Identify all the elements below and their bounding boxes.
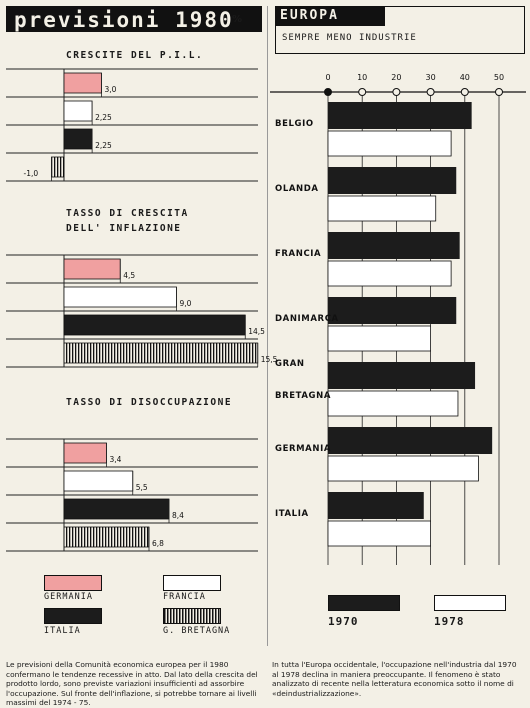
europe-tick-label-30: 30 bbox=[425, 73, 436, 82]
bar-1970-danimarca bbox=[328, 297, 456, 324]
legend-swatch-1978 bbox=[434, 595, 506, 611]
bar-1970-olanda bbox=[328, 167, 456, 194]
europe-tick-label-50: 50 bbox=[493, 73, 505, 82]
data-label-1-italia: 14,5 bbox=[248, 327, 265, 336]
data-label-2-italia: 8,4 bbox=[172, 511, 184, 520]
data-label-1-germania: 4,5 bbox=[123, 271, 136, 280]
bar-1-gbretagna bbox=[64, 343, 258, 363]
legend-label-italia: ITALIA bbox=[44, 626, 81, 636]
country-label-italia: ITALIA bbox=[275, 509, 309, 519]
legend-swatch-1970 bbox=[328, 595, 400, 611]
data-label-2-germania: 3,4 bbox=[109, 455, 122, 464]
legend-swatch-germania bbox=[44, 575, 102, 591]
data-label-1-gbretagna: 15,5 bbox=[260, 355, 278, 364]
europe-industry-chart bbox=[270, 60, 528, 580]
bar-1-francia bbox=[64, 287, 177, 307]
data-label-1-francia: 9,0 bbox=[179, 299, 192, 308]
legend-label-1978: 1978 bbox=[434, 615, 465, 628]
data-label-2-francia: 5,5 bbox=[135, 483, 148, 492]
europe-tick-label-20: 20 bbox=[391, 73, 402, 82]
data-label-2-gbretagna: 6,8 bbox=[152, 539, 164, 548]
europe-tick-label-40: 40 bbox=[459, 73, 470, 82]
bar-1978-olanda bbox=[328, 196, 436, 221]
page-title: previsioni 1980 bbox=[14, 8, 234, 32]
bar-2-germania bbox=[64, 443, 107, 463]
europe-subtitle: SEMPRE MENO INDUSTRIE bbox=[282, 33, 417, 43]
country-label-francia: FRANCIA bbox=[275, 249, 322, 259]
europe-tick-marker-0 bbox=[325, 89, 332, 96]
europe-tick-marker-50 bbox=[496, 89, 503, 96]
europe-tick-marker-40 bbox=[461, 89, 468, 96]
bar-1978-danimarca bbox=[328, 326, 431, 351]
country-label-gran-bretagna-line2: BRETAGNA bbox=[275, 391, 332, 401]
europe-title: EUROPA bbox=[280, 8, 339, 23]
europe-tick-marker-10 bbox=[359, 89, 366, 96]
section-inflation-title-1: TASSO DI CRESCITA bbox=[66, 208, 189, 219]
legend-swatch-gbretagna bbox=[163, 608, 221, 624]
left-bar-charts bbox=[0, 0, 278, 560]
europe-tick-marker-20 bbox=[393, 89, 400, 96]
bar-2-gbretagna bbox=[64, 527, 149, 547]
country-label-germania: GERMANIA bbox=[275, 444, 332, 454]
bar-0-italia bbox=[64, 129, 92, 149]
bar-1978-francia bbox=[328, 261, 451, 286]
bar-1970-gran-bretagna bbox=[328, 362, 475, 389]
unit-label: % bbox=[232, 14, 243, 25]
section-inflation-title-2: DELL' INFLAZIONE bbox=[66, 223, 182, 234]
data-label-0-italia: 2,25 bbox=[95, 141, 112, 150]
bar-1970-belgio bbox=[328, 102, 472, 129]
bar-0-gbretagna bbox=[52, 157, 65, 177]
bar-1978-italia bbox=[328, 521, 431, 546]
country-label-olanda: OLANDA bbox=[275, 184, 319, 194]
bar-1978-belgio bbox=[328, 131, 451, 156]
bar-0-francia bbox=[64, 101, 92, 121]
bar-1970-italia bbox=[328, 492, 424, 519]
bar-0-germania bbox=[64, 73, 102, 93]
section-pil-title: CRESCITE DEL P.I.L. bbox=[66, 50, 204, 61]
data-label-0-gbretagna: -1,0 bbox=[23, 169, 39, 178]
bar-1-germania bbox=[64, 259, 120, 279]
europe-tick-label-0: 0 bbox=[325, 73, 331, 82]
footer-right-text: In tutta l'Europa occidentale, l'occupazione nell'industria dal 1970 al 1978 declina in maniera preoccupante. Il fenomeno è stato analizzato di recente nella letteratura economica sotto il nome di «deindustrializzazione». bbox=[272, 660, 517, 698]
bar-1970-francia bbox=[328, 232, 460, 259]
legend-label-gbretagna: G. BRETAGNA bbox=[163, 626, 231, 636]
bar-2-italia bbox=[64, 499, 169, 519]
section-unemployment-title: TASSO DI DISOCCUPAZIONE bbox=[66, 397, 233, 408]
country-label-belgio: BELGIO bbox=[275, 119, 314, 129]
bar-1-italia bbox=[64, 315, 245, 335]
europe-tick-marker-30 bbox=[427, 89, 434, 96]
europe-tick-label-10: 10 bbox=[357, 73, 368, 82]
legend-label-germania: GERMANIA bbox=[44, 592, 93, 602]
legend-label-francia: FRANCIA bbox=[163, 592, 206, 602]
country-label-danimarca: DANIMARCA bbox=[275, 314, 339, 324]
bar-1978-gran-bretagna bbox=[328, 391, 458, 416]
data-label-0-germania: 3,0 bbox=[104, 85, 117, 94]
bar-2-francia bbox=[64, 471, 133, 491]
bar-1978-germania bbox=[328, 456, 478, 481]
bar-1970-germania bbox=[328, 427, 492, 454]
data-label-0-francia: 2,25 bbox=[95, 113, 112, 122]
legend-label-1970: 1970 bbox=[328, 615, 359, 628]
footer-left-text: Le previsioni della Comunità economica europea per il 1980 confermano le tendenze recessive in atto. Dal lato della crescita del prodotto lordo, sono previste variazioni insufficienti ad assorbire l'occupazione. Sul fronte dell'inflazione, si potrebbe tornare ai livelli massimi del 1974 - 75. bbox=[6, 660, 258, 708]
legend-swatch-francia bbox=[163, 575, 221, 591]
legend-swatch-italia bbox=[44, 608, 102, 624]
country-label-gran-bretagna-line1: GRAN bbox=[275, 359, 305, 369]
